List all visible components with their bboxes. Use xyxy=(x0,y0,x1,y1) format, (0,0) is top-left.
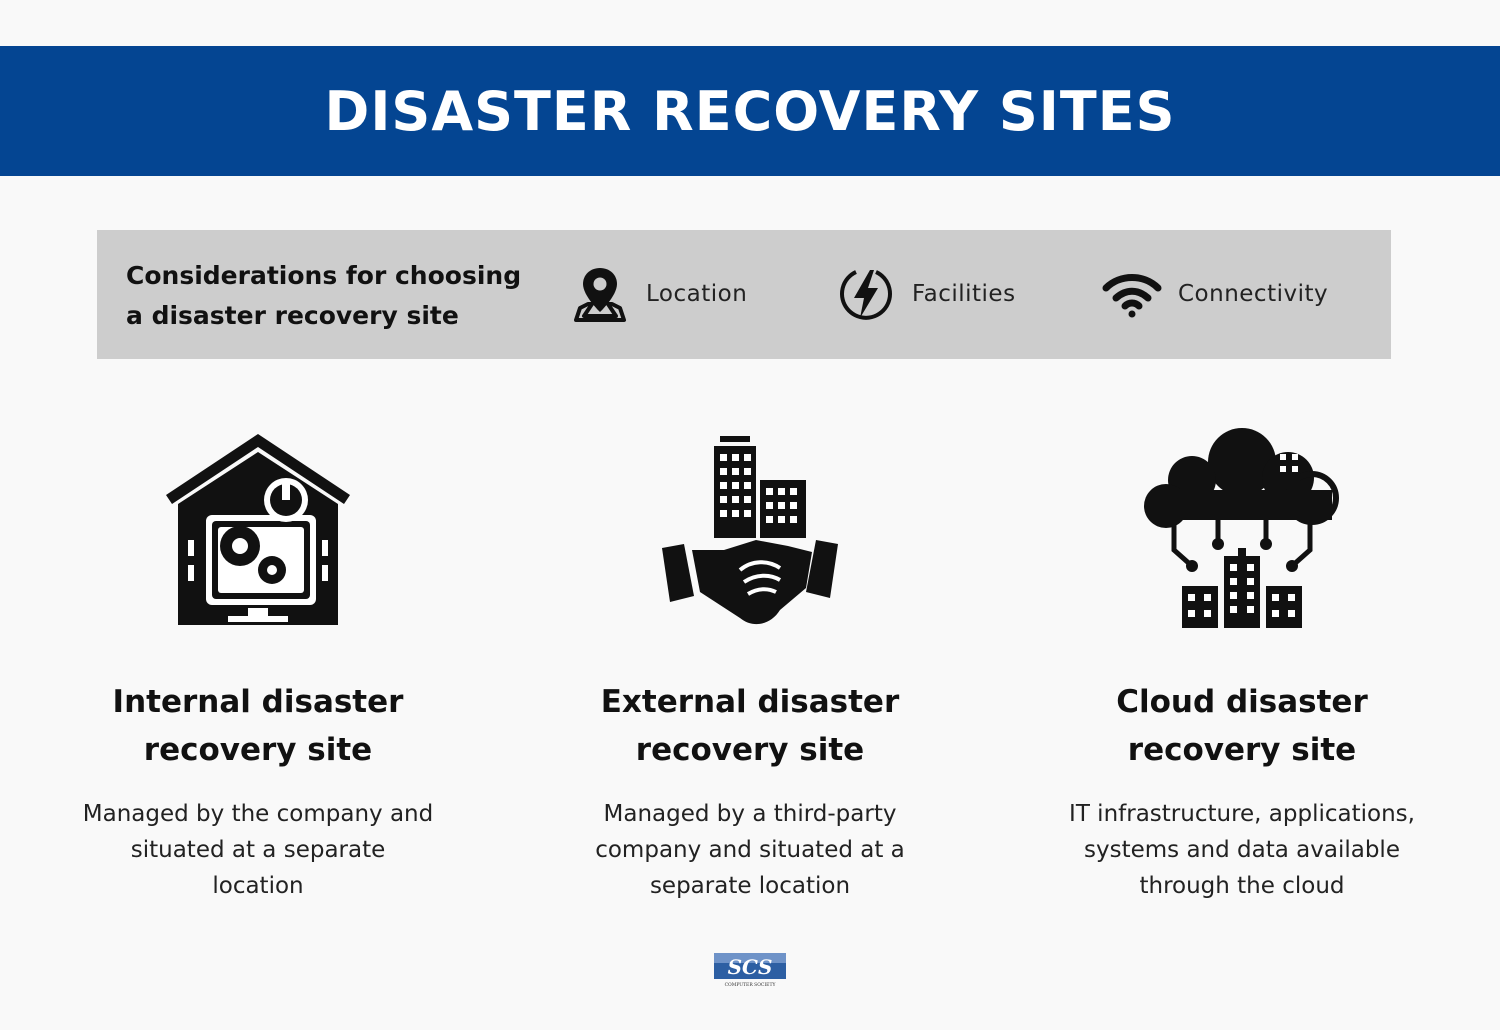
logo-subtext: COMPUTER SOCIETY xyxy=(724,983,776,988)
site-description xyxy=(540,796,960,904)
page-title: DISASTER RECOVERY SITES xyxy=(324,79,1176,143)
site-title xyxy=(540,678,960,774)
consideration-label: Facilities xyxy=(912,281,1016,307)
considerations-panel xyxy=(97,230,1391,359)
site-description xyxy=(1032,796,1452,904)
site-desc-line1: IT infrastructure, applications, xyxy=(1069,801,1415,827)
house-gears-icon xyxy=(148,420,368,640)
logo-text: SCS xyxy=(727,955,773,979)
title-banner xyxy=(0,46,1500,176)
consideration-label: Location xyxy=(646,281,748,307)
site-desc-line3: through the cloud xyxy=(1139,873,1345,899)
lightning-bolt-icon xyxy=(836,264,896,324)
site-title-line2: recovery site xyxy=(1127,732,1357,768)
consideration-location xyxy=(570,264,747,324)
consideration-connectivity xyxy=(1102,264,1328,324)
site-desc-line3: location xyxy=(212,873,304,899)
considerations-title xyxy=(126,256,546,336)
site-title xyxy=(1032,678,1452,774)
site-desc-line3: separate location xyxy=(649,873,851,899)
site-desc-line1: Managed by the company and xyxy=(82,801,434,827)
site-title xyxy=(48,678,468,774)
consideration-facilities xyxy=(836,264,1016,324)
site-title-line2: recovery site xyxy=(635,732,865,768)
site-title-line1: Cloud disaster xyxy=(1116,684,1368,720)
scs-logo xyxy=(714,953,786,989)
considerations-title-line1: Considerations for choosing xyxy=(126,261,522,290)
cloud-building-icon xyxy=(1132,420,1352,640)
location-pin-icon xyxy=(570,264,630,324)
site-desc-line1: Managed by a third-party xyxy=(603,801,897,827)
site-description xyxy=(48,796,468,904)
considerations-title-line2: a disaster recovery site xyxy=(126,301,459,330)
handshake-buildings-icon xyxy=(640,420,860,640)
site-title-line2: recovery site xyxy=(143,732,373,768)
site-card-external xyxy=(540,420,960,904)
site-desc-line2: situated at a separate xyxy=(130,837,386,863)
site-title-line1: Internal disaster xyxy=(112,684,404,720)
site-card-cloud xyxy=(1032,420,1452,904)
site-desc-line2: systems and data available xyxy=(1084,837,1400,863)
wifi-icon xyxy=(1102,264,1162,324)
site-card-internal xyxy=(48,420,468,904)
site-title-line1: External disaster xyxy=(600,684,900,720)
site-desc-line2: company and situated at a xyxy=(595,837,905,863)
consideration-label: Connectivity xyxy=(1178,281,1329,307)
